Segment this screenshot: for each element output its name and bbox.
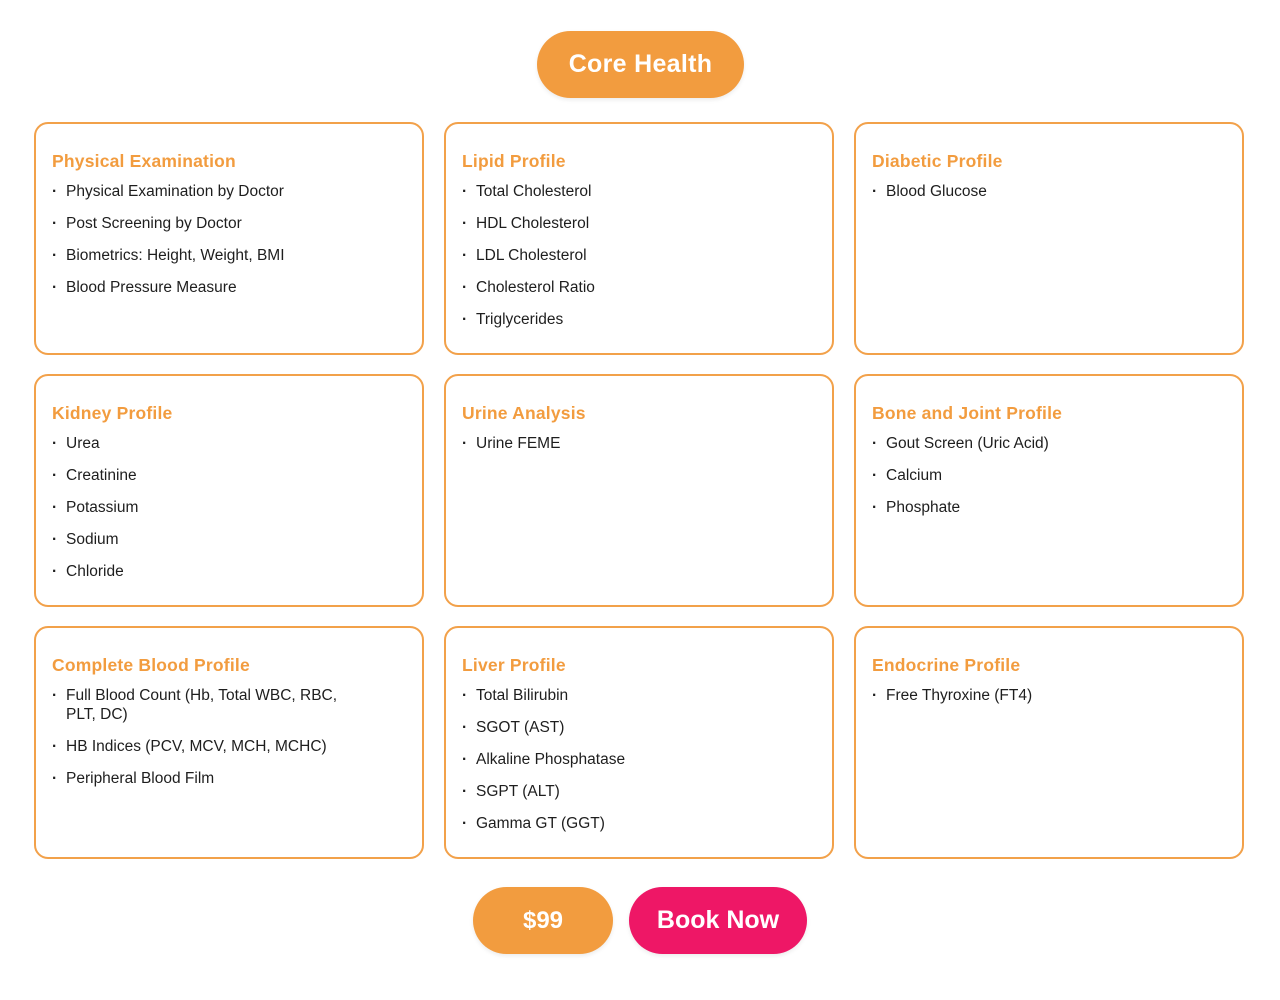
test-item: · Gout Screen (Uric Acid) — [872, 434, 1222, 453]
price-badge: $99 — [473, 887, 613, 954]
card-title: Urine Analysis — [462, 403, 586, 423]
test-item: · Blood Glucose — [872, 182, 1222, 201]
test-item: · Biometrics: Height, Weight, BMI — [52, 246, 402, 265]
test-item: · Peripheral Blood Film — [52, 769, 352, 788]
profile-card — [34, 374, 424, 607]
test-item: · Blood Pressure Measure — [52, 278, 402, 297]
test-item: · SGPT (ALT) — [462, 782, 812, 801]
test-item: · Post Screening by Doctor — [52, 214, 402, 233]
test-item: · HDL Cholesterol — [462, 214, 812, 233]
test-item: · LDL Cholesterol — [462, 246, 812, 265]
profile-card — [444, 626, 834, 859]
test-item: · Triglycerides — [462, 310, 812, 329]
test-item: · Calcium — [872, 466, 1222, 485]
test-item: · Alkaline Phosphatase — [462, 750, 812, 769]
test-list — [872, 182, 1222, 214]
profile-card — [444, 374, 834, 607]
test-item: · SGOT (AST) — [462, 718, 812, 737]
profile-card — [854, 374, 1244, 607]
card-title: Bone and Joint Profile — [872, 403, 1063, 423]
test-list — [52, 182, 402, 310]
profile-card — [34, 122, 424, 355]
card-title: Endocrine Profile — [872, 655, 1021, 675]
test-list — [52, 434, 402, 594]
test-item: · Physical Examination by Doctor — [52, 182, 402, 201]
test-item: · Full Blood Count (Hb, Total WBC, RBC, PLT, DC) — [52, 686, 352, 724]
test-item: · Urine FEME — [462, 434, 812, 453]
test-item: · Chloride — [52, 562, 402, 581]
card-title: Diabetic Profile — [872, 151, 1003, 171]
card-title: Physical Examination — [52, 151, 236, 171]
profile-card — [854, 626, 1244, 859]
card-title: Complete Blood Profile — [52, 655, 250, 675]
test-item: · Free Thyroxine (FT4) — [872, 686, 1222, 705]
test-item: · Phosphate — [872, 498, 1222, 517]
test-item: · HB Indices (PCV, MCV, MCH, MCHC) — [52, 737, 352, 756]
test-list — [462, 434, 812, 466]
test-item: · Urea — [52, 434, 402, 453]
profile-card — [34, 626, 424, 859]
test-item: · Total Cholesterol — [462, 182, 812, 201]
book-now-button[interactable]: Book Now — [629, 887, 807, 954]
test-list — [462, 182, 812, 342]
profile-card — [854, 122, 1244, 355]
test-list — [462, 686, 812, 846]
test-list — [52, 686, 352, 801]
test-item: · Gamma GT (GGT) — [462, 814, 812, 833]
package-title: Core Health — [537, 31, 744, 98]
test-item: · Creatinine — [52, 466, 402, 485]
card-title: Kidney Profile — [52, 403, 173, 423]
test-list — [872, 686, 1222, 718]
test-item: · Cholesterol Ratio — [462, 278, 812, 297]
test-list — [872, 434, 1222, 530]
test-item: · Potassium — [52, 498, 402, 517]
test-item: · Total Bilirubin — [462, 686, 812, 705]
test-item: · Sodium — [52, 530, 402, 549]
card-title: Lipid Profile — [462, 151, 566, 171]
profile-card — [444, 122, 834, 355]
card-title: Liver Profile — [462, 655, 566, 675]
